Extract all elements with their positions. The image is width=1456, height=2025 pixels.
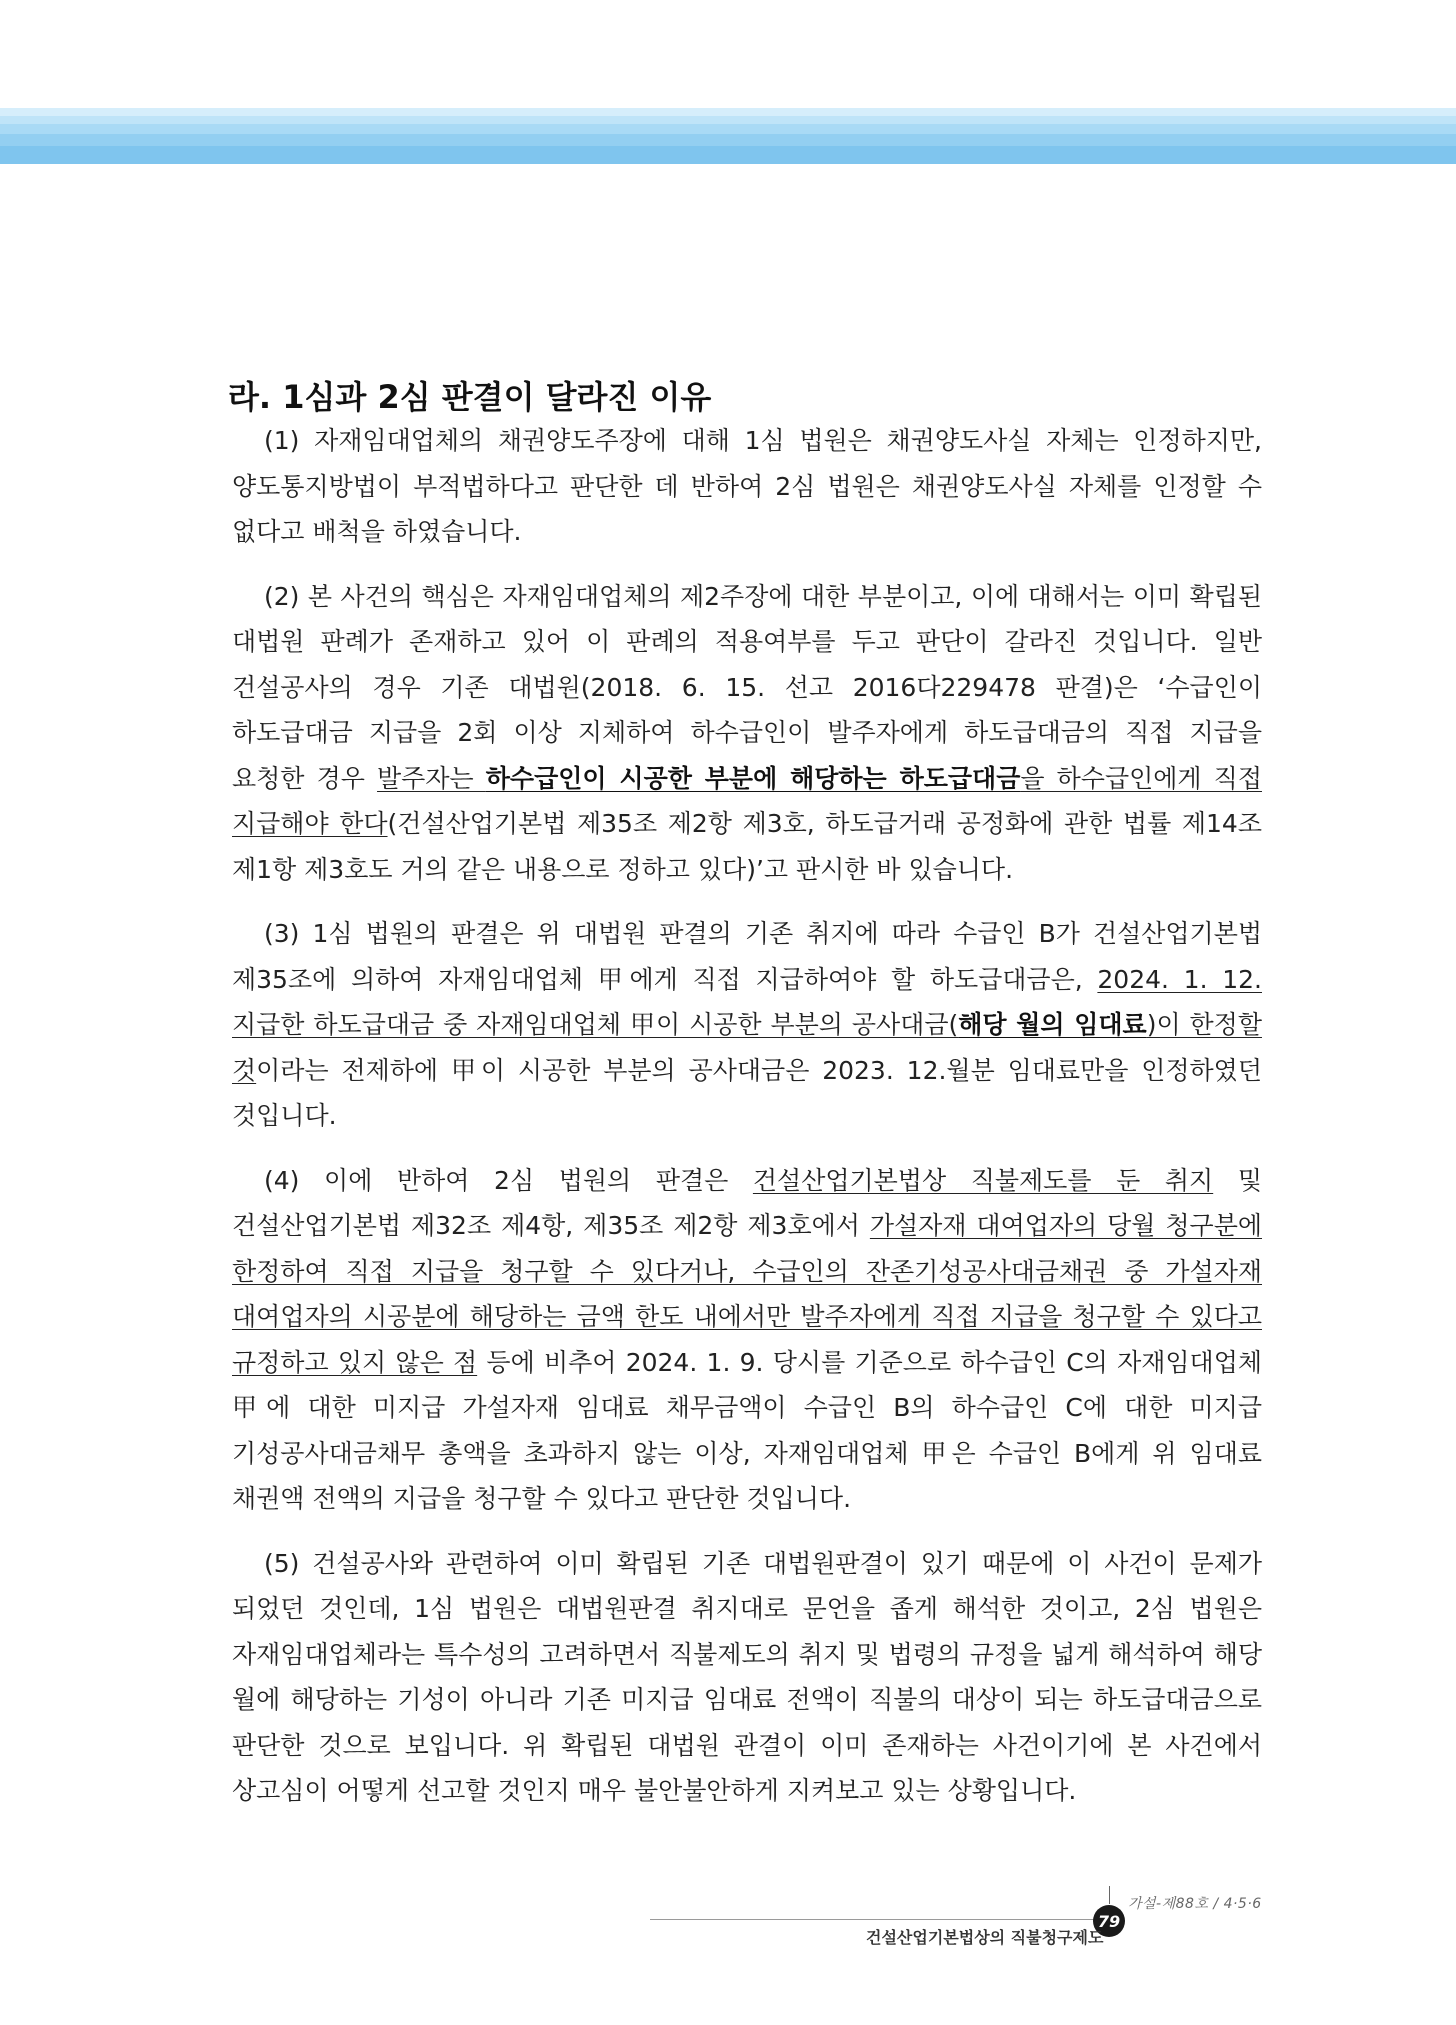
paragraph-3 xyxy=(232,911,1262,1139)
underlined-text: 을 하수급인에게 직접 지급해야 한다 xyxy=(232,763,1262,838)
header-banner xyxy=(0,108,1456,164)
underlined-text: )이 한정할 것 xyxy=(232,1010,1262,1085)
bold-underlined-text: 하수급인이 시공한 부분에 해당하는 하도급대금 xyxy=(485,763,1021,793)
underlined-text: 가설자재 대여업자의 당월 청구분에 한정하여 직접 지급을 청구할 수 있다거나, 수급인의 잔존기성공사대금채권 중 가설자재 대여업자의 시공분에 해당하는 금액 한도 내에서만 발주자에게 직접 지급을 청구할 수 있다고 규정하고 있지 않은 점 xyxy=(232,1211,1262,1377)
issue-label: 가설-제88호 / 4·5·6 xyxy=(1128,1896,1262,1912)
footer-rule xyxy=(650,1919,1110,1920)
paragraph-2-text: (건설산업기본법 제35조 제2항 제3호, 하도급거래 공정화에 관한 법률 제14조 제1항 제3호도 거의 같은 내용으로 정하고 있다)’고 판시한 바 있습니다. xyxy=(232,809,1262,884)
paragraph-2 xyxy=(232,574,1262,893)
paragraph-4 xyxy=(232,1158,1262,1522)
paragraph-3-text: (3) 1심 법원의 판결은 위 대법원 판결의 기존 취지에 따라 수급인 B가 건설산업기본법 제35조에 의하여 자재임대업체 甲에게 직접 지급하여야 할 하도급대금은, xyxy=(232,919,1262,994)
body-text xyxy=(232,418,1262,1833)
paragraph-4-text: (4) 이에 반하여 2심 법원의 판결은 xyxy=(264,1165,753,1195)
paragraph-5: (5) 건설공사와 관련하여 이미 확립된 기존 대법원판결이 있기 때문에 이 사건이 문제가 되었던 것인데, 1심 법원은 대법원판결 취지대로 문언을 좁게 해석한 것이고, 2심 법원은 자재임대업체라는 특수성의 고려하면서 직불제도의 취지 및 법령의 규정을 넓게 해석하여 해당 월에 해당하는 기성이 아니라 기존 미지급 임대료 전액이 직불의 대상이 되는 하도급대금으로 판단한 것으로 보입니다. 위 확립된 대법원 관결이 이미 존재하는 사건이기에 본 사건에서 상고심이 어떻게 선고할 것인지 매우 불안불안하게 지켜보고 있는 상황입니다. xyxy=(232,1548,1262,1805)
paragraph-4-text: 등에 비추어 2024. 1. 9. 당시를 기준으로 하수급인 C의 자재임대업체 甲에 대한 미지급 가설자재 임대료 채무금액이 수급인 B의 하수급인 C에 대한 미지급 기성공사대금채무 총액을 초과하지 않는 이상, 자재임대업체 甲은 수급인 B에게 위 임대료 채권액 전액의 지급을 청구할 수 있다고 판단한 것입니다. xyxy=(232,1347,1262,1513)
page-number: 79 xyxy=(1093,1905,1125,1937)
running-title: 건설산업기본법상의 직불청구제도 xyxy=(866,1928,1104,1947)
section-heading: 라. 1심과 2심 판결이 달라진 이유 xyxy=(228,377,712,416)
underlined-text: 2024. 1. 12. 지급한 하도급대금 중 자재임대업체 甲이 시공한 부분의 공사대금( xyxy=(232,964,1262,1039)
underlined-text: 발주자는 xyxy=(377,763,486,793)
paragraph-3-text: 이라는 전제하에 甲이 시공한 부분의 공사대금은 2023. 12.월분 임대료만을 인정하였던 것입니다. xyxy=(232,1055,1262,1130)
paragraph-4-text: 및 건설산업기본법 제32조 제4항, 제35조 제2항 제3호에서 xyxy=(232,1165,1262,1240)
underlined-text: 건설산업기본법상 직불제도를 둔 취지 xyxy=(752,1165,1214,1195)
paragraph-2-text: (2) 본 사건의 핵심은 자재임대업체의 제2주장에 대한 부분이고, 이에 대해서는 이미 확립된 대법원 판례가 존재하고 있어 이 판례의 적용여부를 두고 판단이 갈라진 것입니다. 일반 건설공사의 경우 기존 대법원(2018. 6. 15. 선고 2016다229478 판결)은 ‘수급인이 하도급대금 지급을 2회 이상 지체하여 하수급인이 발주자에게 하도급대금의 직접 지급을 요청한 경우 xyxy=(232,581,1262,793)
bold-underlined-text: 해당 월의 임대료 xyxy=(958,1010,1147,1039)
paragraph-1: (1) 자재임대업체의 채권양도주장에 대해 1심 법원은 채권양도사실 자체는 인정하지만, 양도통지방법이 부적법하다고 판단한 데 반하여 2심 법원은 채권양도사실 자체를 인정할 수 없다고 배척을 하였습니다. xyxy=(232,426,1262,546)
footer-tick xyxy=(1109,1886,1110,1904)
